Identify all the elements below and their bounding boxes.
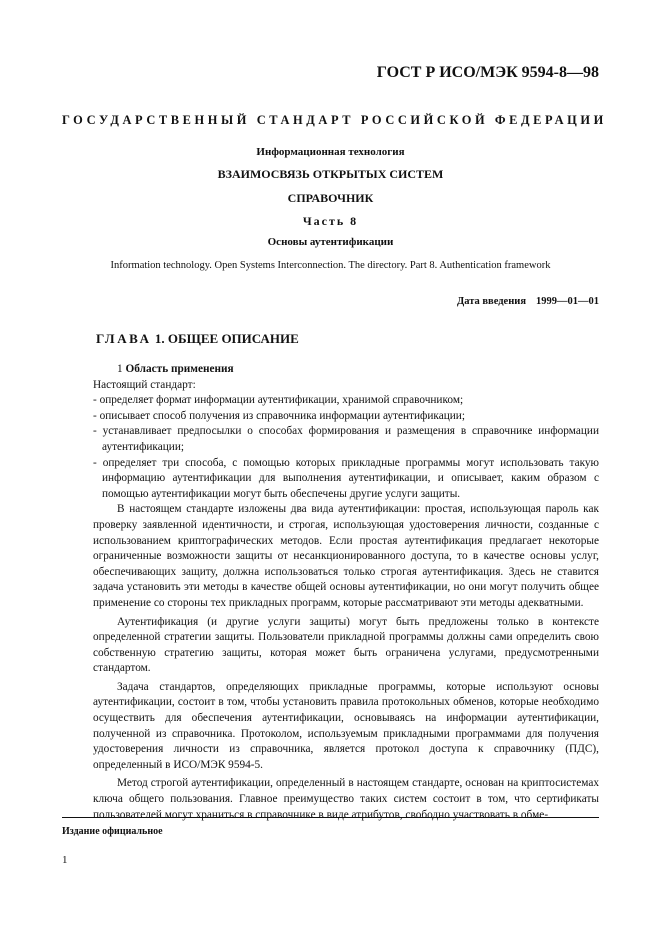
title-sub: СПРАВОЧНИК: [287, 191, 374, 205]
footer-divider: [62, 817, 599, 818]
title-part-name: Основы аутентификации: [267, 236, 394, 248]
section-body: [93, 362, 599, 823]
page-number: 1: [62, 854, 68, 866]
list-item: - устанавливает предпосылки о способах формирования и размещения в справочнике информации аутентификации;: [93, 425, 599, 453]
list-item: - описывает способ получения из справочника информации аутентификации;: [93, 409, 465, 422]
edition-note: Издание официальное: [62, 826, 163, 837]
list-item: - определяет формат информации аутентификации, хранимой справочником;: [93, 394, 464, 407]
title-part: Часть 8: [302, 214, 359, 228]
section-number: 1: [117, 363, 126, 375]
chapter-title: 1. ОБЩЕЕ ОПИСАНИЕ: [151, 331, 299, 346]
title-main: ВЗАИМОСВЯЗЬ ОТКРЫТЫХ СИСТЕМ: [217, 167, 444, 181]
paragraph: Аутентификация (и другие услуги защиты) могут быть предложены только в контексте определенной стратегии защиты. Пользователи прикладной программы должны сами определить свою собственную стратегию защиты, которая может быть ограничена услугами, предусмотренными стандартом.: [93, 615, 599, 675]
document-number: ГОСТ Р ИСО/МЭК 9594-8—98: [376, 64, 599, 81]
section-title: Область применения: [125, 363, 234, 375]
chapter-prefix: ГЛАВА: [96, 331, 152, 346]
paragraph: В настоящем стандарте изложены два вида аутентификации: простая, использующая пароль как проверку заявленной идентичности, и строгая, использующая удостоверения личности, созданные с использованием криптографических методов. Если простая аутентификация предлагает некоторые ограниченные возможности защиты от несанкционированного доступа, то в качестве основы услуг, обеспечивающих защиту, должна использоваться только строгая аутентификация. Здесь не ставится задача установить эти методы в качестве общей основы аутентификации, но они могут получить общее применение со стороны тех прикладных программ, которые рассматривают эти методы адекватными.: [93, 503, 599, 609]
section-lead: Настоящий стандарт:: [93, 378, 196, 391]
intro-date-value: 1999—01—01: [536, 296, 599, 307]
intro-date-label: Дата введения: [457, 296, 526, 307]
list-item: - определяет три способа, с помощью которых прикладные программы могут использовать такую информацию аутентификации для выполнения аутентификации, и описывает, каким образом с помощью аутентификации могут быть обеспечены другие услуги защиты.: [93, 456, 599, 500]
paragraph: Задача стандартов, определяющих прикладные программы, которые используют основы аутентификации, состоит в том, чтобы установить правила протокольных обменов, которые необходимо осуществить для обеспечения аутентификации, основываясь на информации аутентификации, полученной из справочника. Протоколом, используемым прикладными программами для получения удостоверения личности из справочника, является протокол доступа к справочнику (ПДС), определенный в ИСО/МЭК 9594-5.: [93, 680, 599, 771]
paragraph: Метод строгой аутентификации, определенный в настоящем стандарте, основан на криптосистемах ключа общего пользования. Главное преимущество таких систем состоит в том, что сертификаты пользователей могут храниться в справочнике в виде атрибутов, свободно участвовать в обме-: [93, 777, 599, 821]
intro-date: [457, 296, 599, 307]
section-heading: [93, 362, 599, 378]
state-standard-header: ГОСУДАРСТВЕННЫЙ СТАНДАРТ РОССИЙСКОЙ ФЕДЕРАЦИИ: [62, 113, 607, 127]
title-english: Information technology. Open Systems Interconnection. The directory. Part 8. Authentication framework: [110, 260, 551, 271]
title-subject: Информационная технология: [256, 146, 405, 158]
chapter-heading: [96, 331, 299, 347]
